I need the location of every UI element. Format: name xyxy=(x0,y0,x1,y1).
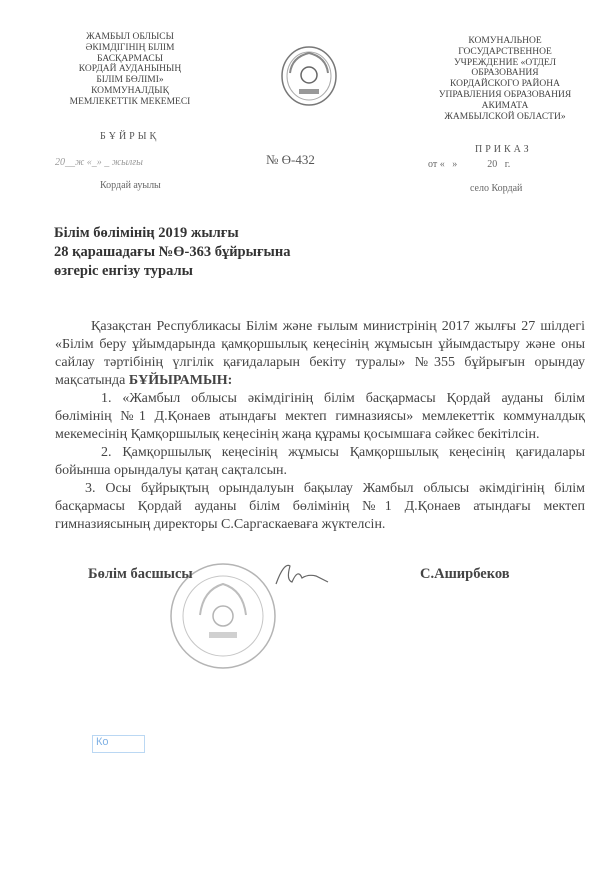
document-title xyxy=(54,224,290,281)
header-line: КОММУНАЛДЫҚ xyxy=(91,85,169,96)
header-line: КОРДАЙСКОГО РАЙОНА xyxy=(450,79,560,90)
signature-icon xyxy=(272,560,332,590)
doc-type-kz: БҰЙРЫҚ xyxy=(100,131,160,142)
registration-stamp: Ко xyxy=(92,735,145,753)
doc-type-ru: ПРИКАЗ xyxy=(475,144,532,155)
preamble xyxy=(55,318,585,390)
header-line: АКИМАТА xyxy=(481,100,529,111)
item-1: 1. «Жамбыл облысы әкімдігінің білім басқармасы Қордай ауданы білім бөлімінің №1 Д.Қонаев атындағы мектеп гимназиясы» мемлекеттік коммуналдық мекемесінің Қамқоршылық кеңесінің жаңа құрамы қосымшаға сәйкес бекітілсін. xyxy=(55,391,585,442)
header-line: ЖАМБЫЛСКОЙ ОБЛАСТИ» xyxy=(444,111,566,122)
state-emblem-icon xyxy=(280,45,338,107)
title-line: 28 қарашадағы №Ө-363 бұйрығына xyxy=(54,244,291,260)
date-kz: 20__ж «_» _ жылғы xyxy=(55,157,143,168)
order-word: БҰЙЫРАМЫН: xyxy=(128,373,233,388)
header-line: ЖАМБЫЛ ОБЛЫСЫ xyxy=(86,32,174,42)
item-3: 3. Осы бұйрықтың орындалуын бақылау Жамбыл облысы әкімдігінің білім басқармасы Қордай ауданы білім бөлімінің №1 Д.Қонаев атындағы мектеп гимназиясының директоры С.Саргаскаевағa жүктелсін. xyxy=(55,481,585,532)
preamble-text: Қазақстан Республикасы Білім және ғылым министрінің 2017 жылғы 27 шілдегі «Білім беру ұйымдарында қамқоршылық кеңесінің жұмысын ұйымдастыру және оны сайлау тәртібінің үлгілік қағидаларын бекіту туралы» №355 бұйрығын орындау мақсатында xyxy=(55,319,585,388)
item-2: 2. Қамқоршылық кеңесінің жұмысы Қамқоршылық кеңесінің қағидалары бойынша орындалуы қатаң сақталсын. xyxy=(55,445,585,478)
header-line: ӘКІМДІГІНІҢ БІЛІМ xyxy=(85,42,175,53)
title-line: Білім бөлімінің 2019 жылғы xyxy=(54,225,239,241)
title-line: өзгеріс енгізу туралы xyxy=(54,263,193,279)
header-line: УПРАВЛЕНИЯ ОБРАЗОВАНИЯ xyxy=(438,89,572,100)
header-line: УЧРЕЖДЕНИЕ «ОТДЕЛ xyxy=(453,57,557,68)
signatory-name: С.Аширбеков xyxy=(420,566,510,582)
document-body xyxy=(55,318,585,534)
header-line: ОБРАЗОВАНИЯ xyxy=(471,68,539,79)
header-line: КОРДАЙ АУДАНЫНЫҢ xyxy=(78,64,182,75)
header-line: ГОСУДАРСТВЕННОЕ xyxy=(458,46,552,57)
place-ru: село Кордай xyxy=(470,183,523,194)
header-line: БАСҚАРМАСЫ xyxy=(97,53,163,64)
header-line: БІЛІМ БӨЛІМІ» xyxy=(96,75,164,86)
header-line: МЕМЛЕКЕТТІК МЕКЕМЕСІ xyxy=(69,96,191,107)
date-ru: от « » 20 г. xyxy=(428,159,511,170)
order-number: № Ө-432 xyxy=(266,152,315,167)
header-right-russian xyxy=(410,36,600,122)
header-left-kazakh xyxy=(40,32,220,108)
signatory-position: Бөлім басшысы xyxy=(88,566,193,582)
header-line: КОМУНАЛЬНОЕ xyxy=(468,36,542,46)
place-kz: Кордай ауылы xyxy=(100,180,161,191)
